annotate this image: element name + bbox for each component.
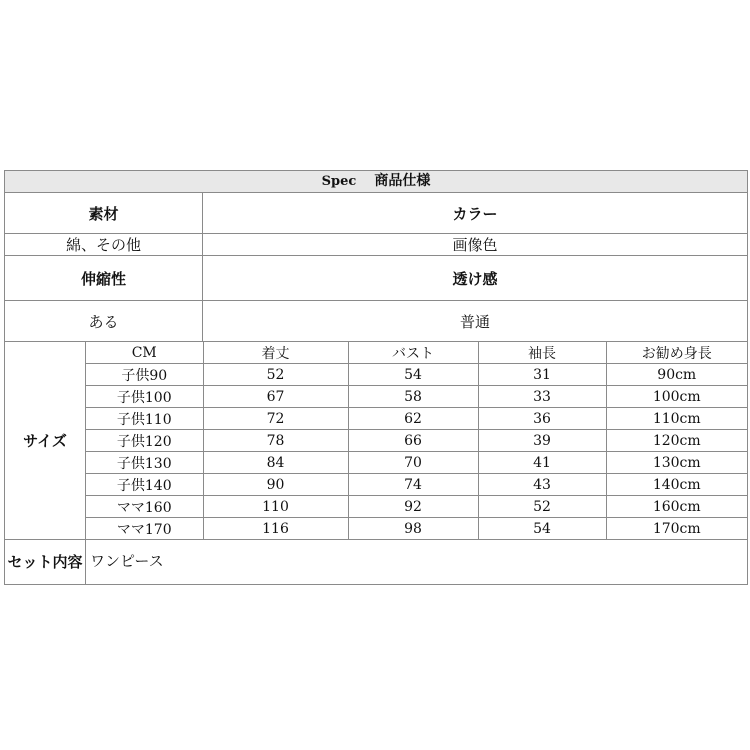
table-cell: 39 [478,430,606,452]
table-cell: 52 [478,496,606,518]
table-row [86,518,747,540]
table-cell: 66 [348,430,478,452]
table-cell: 140cm [606,474,747,496]
table-cell: 58 [348,386,478,408]
table-cell: 36 [478,408,606,430]
table-row [86,386,747,408]
table-cell: 43 [478,474,606,496]
table-cell: 子供110 [86,408,203,430]
table-cell: 130cm [606,452,747,474]
size-header-cell: 袖長 [478,342,606,364]
transparency-label: 透け感 [452,269,498,288]
header-row-stretch-transparency [5,256,747,301]
transparency-value: 普通 [459,312,490,331]
table-cell: 74 [348,474,478,496]
set-contents-label: セット内容 [5,540,86,584]
size-label: サイズ [5,342,86,539]
size-header-row [86,342,747,364]
table-cell: 98 [348,518,478,540]
table-cell: 116 [203,518,348,540]
table-row [86,364,747,386]
size-header-cell: CM [86,342,203,364]
table-cell: 67 [203,386,348,408]
value-row-material-color [5,234,747,256]
table-row [86,408,747,430]
size-header-cell: バスト [348,342,478,364]
table-cell: 子供90 [86,364,203,386]
stretch-value: ある [5,301,203,341]
table-cell: 160cm [606,496,747,518]
spec-title-prefix: Spec [321,174,357,189]
color-value: 画像色 [452,236,498,254]
table-cell: 子供120 [86,430,203,452]
table-cell: 120cm [606,430,747,452]
table-cell: 100cm [606,386,747,408]
stretch-label: 伸縮性 [5,256,203,300]
table-cell: 92 [348,496,478,518]
table-cell: 子供100 [86,386,203,408]
size-header-cell: お勧め身長 [606,342,747,364]
table-cell: 54 [348,364,478,386]
table-row [86,430,747,452]
set-contents-value: ワンピース [90,552,164,570]
table-cell: 54 [478,518,606,540]
table-cell: 41 [478,452,606,474]
table-cell: 52 [203,364,348,386]
table-cell: 70 [348,452,478,474]
table-row [86,452,747,474]
table-cell: 78 [203,430,348,452]
material-label: 素材 [5,193,203,233]
table-cell: 110cm [606,408,747,430]
table-row [86,496,747,518]
table-cell: 90 [203,474,348,496]
table-cell: 31 [478,364,606,386]
spec-table [4,170,748,585]
table-cell: 33 [478,386,606,408]
table-cell: ママ160 [86,496,203,518]
table-cell: 84 [203,452,348,474]
table-cell: ママ170 [86,518,203,540]
material-value: 綿、その他 [5,234,203,255]
set-contents-row [5,540,747,584]
size-table [86,342,747,539]
size-section [5,342,747,540]
table-cell: 170cm [652,520,701,537]
header-row-material-color [5,193,747,234]
table-row [86,474,747,496]
table-cell: 110 [203,496,348,518]
table-cell: 子供140 [86,474,203,496]
table-cell: 62 [348,408,478,430]
color-label: カラー [452,204,498,223]
table-cell: 72 [203,408,348,430]
spec-title: 商品仕様 [374,173,431,189]
spec-title-bar [5,171,747,193]
size-header-cell: 着丈 [203,342,348,364]
table-cell: 90cm [606,364,747,386]
table-cell: 子供130 [86,452,203,474]
value-row-stretch-transparency [5,301,747,342]
